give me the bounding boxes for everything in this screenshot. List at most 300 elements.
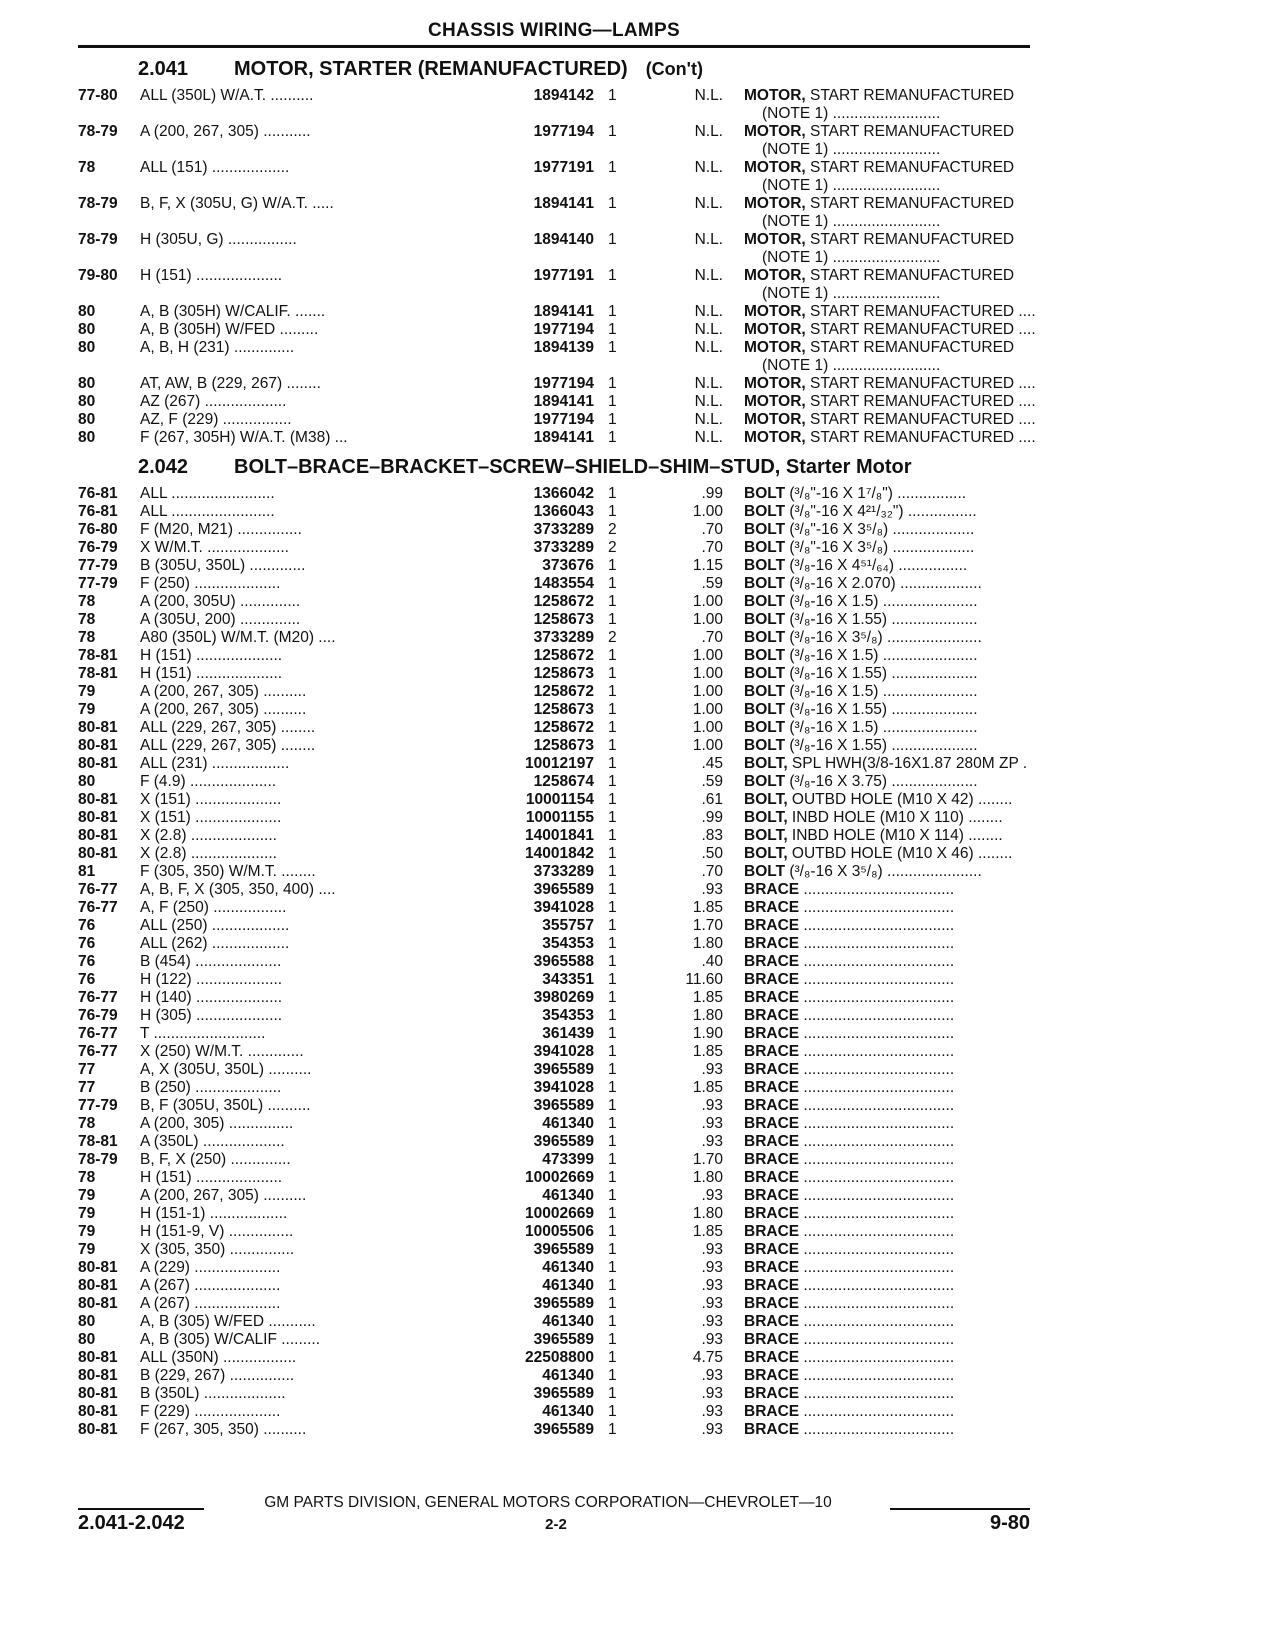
quantity: 1	[608, 1151, 617, 1168]
application: ALL (229, 267, 305) ........	[140, 737, 316, 754]
price: N.L.	[694, 393, 723, 410]
quantity: 1	[608, 1133, 617, 1150]
section-number: 2.041	[138, 58, 189, 80]
application: ALL ........................	[140, 485, 275, 502]
quantity: 1	[608, 1223, 617, 1240]
description-detail: OUTBD HOLE (M10 X 42) ........	[787, 791, 1013, 808]
model-years: 76-81	[78, 503, 118, 520]
application: AT, AW, B (229, 267) ........	[140, 375, 321, 392]
parts-row	[78, 320, 1036, 339]
price: .50	[701, 845, 723, 862]
model-years: 76-81	[78, 485, 118, 502]
description-detail: ...................................	[799, 1403, 955, 1420]
description	[744, 428, 1050, 447]
description	[744, 302, 1050, 321]
part-number: 10002669	[525, 1205, 594, 1222]
price: .93	[701, 1331, 723, 1348]
description	[762, 284, 1068, 303]
parts-row	[78, 556, 1030, 575]
application: H (122) ....................	[140, 971, 283, 988]
price: .93	[701, 1313, 723, 1330]
parts-row	[78, 1420, 1030, 1439]
section-number: 2.042	[138, 456, 189, 478]
description-keyword: BRACE	[744, 1385, 800, 1402]
application: ALL ........................	[140, 503, 275, 520]
description-detail: OUTBD HOLE (M10 X 46) ........	[787, 845, 1013, 862]
parts-row	[78, 104, 1030, 123]
application: A (200, 267, 305) ...........	[140, 123, 311, 140]
quantity: 2	[608, 521, 617, 538]
description-keyword: BOLT,	[744, 845, 788, 862]
part-number: 3941028	[533, 1079, 594, 1096]
description-keyword: BOLT	[744, 611, 786, 628]
application: A, X (305U, 350L) ..........	[140, 1061, 312, 1078]
application: ALL (250) ..................	[140, 917, 290, 934]
description-detail: ...................................	[799, 1061, 955, 1078]
description	[762, 140, 1068, 159]
quantity: 1	[608, 611, 617, 628]
description-detail: START REMANUFACTURED ....	[805, 303, 1036, 320]
application: B (454) ....................	[140, 953, 282, 970]
quantity: 1	[608, 1403, 617, 1420]
quantity: 1	[608, 87, 617, 104]
description-keyword: MOTOR,	[744, 393, 806, 410]
part-number: 1894141	[533, 393, 594, 410]
description	[744, 1186, 1050, 1205]
parts-row	[78, 410, 1036, 429]
part-number: 1894141	[533, 195, 594, 212]
description-detail: ...................................	[799, 953, 955, 970]
price: .93	[701, 1403, 723, 1420]
model-years: 76-79	[78, 539, 118, 556]
model-years: 76-77	[78, 899, 118, 916]
part-number: 1977194	[533, 321, 594, 338]
description	[744, 808, 1050, 827]
model-years: 80	[78, 393, 96, 410]
model-years: 80	[78, 339, 96, 356]
price: .40	[701, 953, 723, 970]
parts-row	[78, 1240, 1030, 1259]
description	[744, 1366, 1050, 1385]
part-number: 1894141	[533, 303, 594, 320]
quantity: 1	[608, 1295, 617, 1312]
application: H (151-9, V) ...............	[140, 1223, 294, 1240]
description	[744, 374, 1050, 393]
description	[744, 410, 1050, 429]
description-detail: ...................................	[799, 1025, 955, 1042]
part-number: 3733289	[533, 521, 594, 538]
part-number: 3965589	[533, 1241, 594, 1258]
application: ALL (350L) W/A.T. ..........	[140, 87, 314, 104]
price: 1.00	[692, 503, 723, 520]
part-number: 1977194	[533, 123, 594, 140]
footer-date: 9-80	[989, 1512, 1030, 1534]
price: .70	[701, 521, 723, 538]
quantity: 1	[608, 953, 617, 970]
description-keyword: BOLT	[744, 737, 786, 754]
description	[744, 628, 1050, 647]
description-detail: ...................................	[799, 1421, 955, 1438]
application: AZ, F (229) ................	[140, 411, 292, 428]
description-keyword: BOLT	[744, 593, 786, 610]
part-number: 3965589	[533, 1421, 594, 1438]
parts-row	[78, 230, 1030, 249]
description-detail: (³/₈-16 X 1.55) ....................	[785, 665, 978, 682]
quantity: 2	[608, 539, 617, 556]
part-number: 1258672	[533, 683, 594, 700]
model-years: 79	[78, 1223, 96, 1240]
price: 11.60	[685, 971, 723, 988]
description-detail: START REMANUFACTURED ....	[805, 429, 1036, 446]
application: B, F, X (305U, G) W/A.T. .....	[140, 195, 334, 212]
application: X (2.8) ....................	[140, 827, 277, 844]
part-number: 10012197	[525, 755, 594, 772]
quantity: 1	[608, 1313, 617, 1330]
application: X W/M.T. ...................	[140, 539, 289, 556]
description-detail: ...................................	[799, 1223, 955, 1240]
model-years: 76-80	[78, 521, 118, 538]
price: .70	[701, 629, 723, 646]
quantity: 1	[608, 1331, 617, 1348]
description-detail: ...................................	[799, 1043, 955, 1060]
application: F (305, 350) W/M.T. ........	[140, 863, 316, 880]
description	[744, 934, 1050, 953]
description	[744, 1276, 1050, 1295]
description-detail: ...................................	[799, 1385, 955, 1402]
part-number: 3965589	[533, 881, 594, 898]
price: .93	[701, 1097, 723, 1114]
price: 1.85	[692, 1079, 723, 1096]
description-keyword: MOTOR,	[744, 195, 806, 212]
description-keyword: BRACE	[744, 1277, 800, 1294]
model-years: 78	[78, 629, 96, 646]
part-number: 1977191	[533, 159, 594, 176]
quantity: 1	[608, 231, 617, 248]
description-detail: ...................................	[799, 971, 955, 988]
description-detail: START REMANUFACTURED	[805, 87, 1015, 104]
quantity: 1	[608, 1187, 617, 1204]
section-heading	[138, 456, 911, 479]
part-number: 3941028	[533, 1043, 594, 1060]
description	[744, 392, 1050, 411]
quantity: 1	[608, 1349, 617, 1366]
description	[744, 1348, 1050, 1367]
description	[744, 772, 1050, 791]
parts-row	[78, 428, 1036, 447]
description	[744, 880, 1050, 899]
quantity: 1	[608, 863, 617, 880]
description-detail: ...................................	[799, 899, 955, 916]
model-years: 78	[78, 1115, 96, 1132]
part-number: 343351	[542, 971, 594, 988]
price: 1.00	[692, 665, 723, 682]
model-years: 77-79	[78, 557, 118, 574]
section-heading	[138, 58, 703, 81]
price: 4.75	[692, 1349, 723, 1366]
footer-rule-right	[890, 1508, 1030, 1510]
description-detail: (³/₈-16 X 1.55) ....................	[785, 737, 978, 754]
quantity: 1	[608, 375, 617, 392]
description-detail: (NOTE 1) .........................	[762, 357, 941, 374]
description-detail: ...................................	[799, 1079, 955, 1096]
application: F (4.9) ....................	[140, 773, 277, 790]
parts-row	[78, 1222, 1030, 1241]
parts-row	[78, 338, 1030, 357]
part-number: 3965589	[533, 1061, 594, 1078]
quantity: 1	[608, 1277, 617, 1294]
description-detail: (³/₈-16 X 3⁵/₈) ......................	[785, 629, 982, 646]
part-number: 461340	[542, 1115, 594, 1132]
model-years: 80-81	[78, 1403, 118, 1420]
description	[744, 1132, 1050, 1151]
model-years: 80	[78, 429, 96, 446]
application: B, F, X (250) ..............	[140, 1151, 291, 1168]
description	[744, 574, 1050, 593]
description-keyword: BOLT	[744, 629, 786, 646]
description-keyword: BRACE	[744, 1043, 800, 1060]
quantity: 1	[608, 1385, 617, 1402]
description-detail: ...................................	[799, 1295, 955, 1312]
price: N.L.	[694, 123, 723, 140]
application: H (151) ....................	[140, 1169, 283, 1186]
application: F (229) ....................	[140, 1403, 281, 1420]
part-number: 3733289	[533, 629, 594, 646]
part-number: 3980269	[533, 989, 594, 1006]
model-years: 78-81	[78, 665, 118, 682]
price: 1.85	[692, 899, 723, 916]
quantity: 1	[608, 1025, 617, 1042]
price: N.L.	[694, 303, 723, 320]
description	[744, 916, 1050, 935]
description-detail: (³/₈-16 X 1.5) ......................	[785, 719, 978, 736]
description-detail: (³/₈-16 X 2.070) ...................	[785, 575, 982, 592]
price: 1.00	[692, 701, 723, 718]
parts-row	[78, 1204, 1030, 1223]
parts-row	[78, 664, 1030, 683]
application: A (350L) ...................	[140, 1133, 285, 1150]
part-number: 3941028	[533, 899, 594, 916]
model-years: 80-81	[78, 1349, 118, 1366]
parts-row	[78, 140, 1030, 159]
application: F (267, 305H) W/A.T. (M38) ...	[140, 429, 348, 446]
description-keyword: BOLT,	[744, 809, 788, 826]
description-detail: ...................................	[799, 1097, 955, 1114]
price: 1.85	[692, 1043, 723, 1060]
price: .93	[701, 1133, 723, 1150]
model-years: 78-81	[78, 647, 118, 664]
quantity: 1	[608, 1259, 617, 1276]
parts-row	[78, 898, 1030, 917]
description-keyword: BRACE	[744, 1115, 800, 1132]
description-detail: (³/₈"-16 X 1⁷/₈") ................	[785, 485, 967, 502]
description	[744, 844, 1050, 863]
model-years: 80	[78, 321, 96, 338]
quantity: 2	[608, 629, 617, 646]
quantity: 1	[608, 935, 617, 952]
model-years: 80-81	[78, 737, 118, 754]
description-keyword: BOLT,	[744, 791, 788, 808]
description-keyword: MOTOR,	[744, 87, 806, 104]
price: .70	[701, 863, 723, 880]
price: N.L.	[694, 87, 723, 104]
description-keyword: BRACE	[744, 917, 800, 934]
description-detail: (³/₈"-16 X 3⁵/₈) ...................	[785, 521, 975, 538]
parts-row	[78, 862, 1030, 881]
description-keyword: MOTOR,	[744, 123, 806, 140]
part-number: 354353	[542, 935, 594, 952]
description	[744, 1150, 1050, 1169]
description-keyword: MOTOR,	[744, 411, 806, 428]
application: H (151) ....................	[140, 267, 283, 284]
description-detail: (NOTE 1) .........................	[762, 285, 941, 302]
description-detail: ...................................	[799, 1331, 955, 1348]
model-years: 76-79	[78, 1007, 118, 1024]
description-keyword: BOLT	[744, 701, 786, 718]
description-detail: ...................................	[799, 1115, 955, 1132]
description	[744, 1330, 1050, 1349]
application: A, B (305) W/FED ...........	[140, 1313, 316, 1330]
part-number: 10002669	[525, 1169, 594, 1186]
model-years: 79	[78, 1187, 96, 1204]
description-detail: ...................................	[799, 1151, 955, 1168]
description	[744, 1420, 1050, 1439]
model-years: 80	[78, 1313, 96, 1330]
description	[744, 1240, 1050, 1259]
application: T ..........................	[140, 1025, 266, 1042]
quantity: 1	[608, 1061, 617, 1078]
parts-row	[78, 520, 1030, 539]
description-keyword: BRACE	[744, 1403, 800, 1420]
parts-row	[78, 356, 1030, 375]
quantity: 1	[608, 701, 617, 718]
description-keyword: BRACE	[744, 1349, 800, 1366]
description-keyword: BRACE	[744, 935, 800, 952]
parts-row	[78, 592, 1030, 611]
description-keyword: MOTOR,	[744, 339, 806, 356]
description-detail: (³/₈-16 X 3.75) ....................	[785, 773, 978, 790]
description	[744, 338, 1050, 357]
price: .59	[701, 773, 723, 790]
part-number: 1366042	[533, 485, 594, 502]
description-keyword: MOTOR,	[744, 321, 806, 338]
part-number: 1258673	[533, 701, 594, 718]
part-number: 1258672	[533, 593, 594, 610]
description-detail: (³/₈-16 X 4⁵¹/₆₄) ................	[785, 557, 968, 574]
part-number: 1483554	[533, 575, 594, 592]
part-number: 3965588	[533, 953, 594, 970]
description-keyword: BOLT	[744, 539, 786, 556]
description	[744, 502, 1050, 521]
description-keyword: BRACE	[744, 1169, 800, 1186]
parts-row	[78, 1366, 1030, 1385]
application: B (229, 267) ...............	[140, 1367, 295, 1384]
application: A (200, 267, 305) ..........	[140, 1187, 307, 1204]
price: 1.00	[692, 683, 723, 700]
parts-row	[78, 952, 1030, 971]
price: 1.00	[692, 737, 723, 754]
description-detail: (³/₈"-16 X 3⁵/₈) ...................	[785, 539, 975, 556]
description-keyword: BRACE	[744, 881, 800, 898]
description-detail: INBD HOLE (M10 X 114) ........	[787, 827, 1003, 844]
quantity: 1	[608, 267, 617, 284]
description	[744, 320, 1050, 339]
parts-row	[78, 1294, 1030, 1313]
description	[744, 610, 1050, 629]
description-detail: START REMANUFACTURED ....	[805, 375, 1036, 392]
model-years: 78	[78, 1169, 96, 1186]
description-keyword: MOTOR,	[744, 375, 806, 392]
description	[744, 520, 1050, 539]
description-keyword: BRACE	[744, 1223, 800, 1240]
model-years: 76-77	[78, 1043, 118, 1060]
parts-row	[78, 700, 1030, 719]
description-keyword: BOLT	[744, 683, 786, 700]
model-years: 80	[78, 303, 96, 320]
parts-row	[78, 916, 1030, 935]
description-detail: ...................................	[799, 1367, 955, 1384]
part-number: 1977194	[533, 375, 594, 392]
application: ALL (350N) .................	[140, 1349, 297, 1366]
quantity: 1	[608, 575, 617, 592]
parts-row	[78, 736, 1030, 755]
description-detail: ...................................	[799, 1313, 955, 1330]
description	[744, 538, 1050, 557]
application: X (151) ....................	[140, 809, 282, 826]
parts-row	[78, 266, 1030, 285]
model-years: 76	[78, 935, 96, 952]
model-years: 78-79	[78, 123, 118, 140]
parts-row	[78, 1024, 1030, 1043]
model-years: 78	[78, 611, 96, 628]
model-years: 80-81	[78, 1277, 118, 1294]
model-years: 80-81	[78, 719, 118, 736]
description-detail: START REMANUFACTURED ....	[805, 411, 1036, 428]
quantity: 1	[608, 411, 617, 428]
part-number: 1258674	[533, 773, 594, 790]
description-keyword: BOLT	[744, 773, 786, 790]
price: .83	[701, 827, 723, 844]
price: 1.80	[692, 1205, 723, 1222]
model-years: 78	[78, 593, 96, 610]
price: .45	[701, 755, 723, 772]
description-keyword: BOLT	[744, 503, 786, 520]
quantity: 1	[608, 881, 617, 898]
description	[744, 592, 1050, 611]
description-keyword: MOTOR,	[744, 159, 806, 176]
model-years: 80	[78, 1331, 96, 1348]
description-keyword: BOLT	[744, 863, 786, 880]
description-detail: (³/₈-16 X 1.5) ......................	[785, 683, 978, 700]
description	[744, 1312, 1050, 1331]
price: N.L.	[694, 267, 723, 284]
model-years: 80-81	[78, 791, 118, 808]
part-number: 14001841	[525, 827, 594, 844]
parts-row	[78, 1096, 1030, 1115]
description-keyword: MOTOR,	[744, 303, 806, 320]
quantity: 1	[608, 899, 617, 916]
application: B, F (305U, 350L) ..........	[140, 1097, 311, 1114]
description	[744, 1114, 1050, 1133]
description	[744, 682, 1050, 701]
description-detail: (NOTE 1) .........................	[762, 213, 941, 230]
description-detail: START REMANUFACTURED	[805, 195, 1015, 212]
description	[744, 952, 1050, 971]
description-keyword: BOLT	[744, 575, 786, 592]
parts-row	[78, 970, 1030, 989]
part-number: 461340	[542, 1313, 594, 1330]
parts-row	[78, 176, 1030, 195]
footer-rule-left	[78, 1508, 204, 1510]
